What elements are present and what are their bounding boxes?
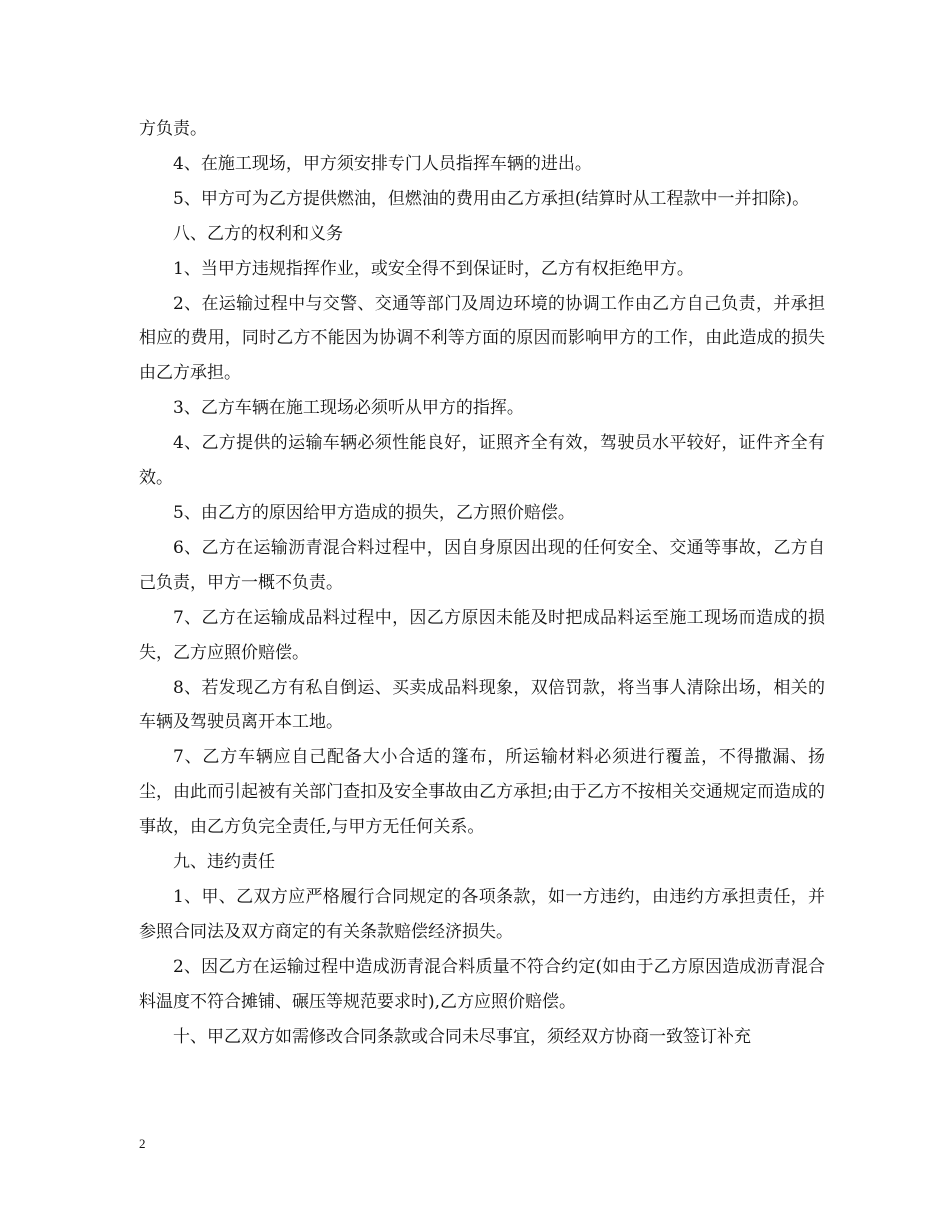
paragraph: 4、乙方提供的运输车辆必须性能良好，证照齐全有效，驾驶员水平较好，证件齐全有效。	[139, 433, 825, 489]
paragraph: 2、因乙方在运输过程中造成沥青混合料质量不符合约定(如由于乙方原因造成沥青混合料温度不符合摊铺、碾压等规范要求时),乙方应照价赔偿。	[139, 956, 825, 1012]
section-heading: 八、乙方的权利和义务	[173, 223, 343, 244]
paragraph: 7、乙方车辆应自己配备大小合适的篷布，所运输材料必须进行覆盖，不得撒漏、扬尘，由此而引起被有关部门查扣及安全事故由乙方承担;由于乙方不按相关交通规定而造成的事故，由乙方负完全责任,与甲方无任何关系。	[139, 747, 825, 838]
document-body	[139, 112, 825, 1054]
paragraph: 3、乙方车辆在施工现场必须听从甲方的指挥。	[173, 398, 524, 419]
page-number: 2	[139, 1136, 146, 1151]
paragraph: 5、由乙方的原因给甲方造成的损失，乙方照价赔偿。	[173, 502, 575, 523]
paragraph: 1、甲、乙双方应严格履行合同规定的各项条款，如一方违约，由违约方承担责任，并参照合同法及双方商定的有关条款赔偿经济损失。	[139, 886, 825, 942]
paragraph: 7、乙方在运输成品料过程中，因乙方原因未能及时把成品料运至施工现场而造成的损失，乙方应照价赔偿。	[139, 607, 825, 663]
paragraph: 5、甲方可为乙方提供燃油，但燃油的费用由乙方承担(结算时从工程款中一并扣除)。	[173, 188, 810, 209]
paragraph: 4、在施工现场，甲方须安排专门人员指挥车辆的进出。	[173, 153, 592, 174]
paragraph: 8、若发现乙方有私自倒运、买卖成品料现象，双倍罚款，将当事人清除出场，相关的车辆及驾驶员离开本工地。	[139, 677, 825, 733]
section-heading: 十、甲乙双方如需修改合同条款或合同未尽事宜，须经双方协商一致签订补充	[173, 1026, 751, 1047]
paragraph: 2、在运输过程中与交警、交通等部门及周边环境的协调工作由乙方自己负责，并承担相应的费用，同时乙方不能因为协调不利等方面的原因而影响甲方的工作，由此造成的损失由乙方承担。	[139, 293, 825, 384]
section-heading: 九、违约责任	[173, 852, 275, 873]
paragraph: 1、当甲方违规指挥作业，或安全得不到保证时，乙方有权拒绝甲方。	[173, 258, 694, 279]
paragraph: 6、乙方在运输沥青混合料过程中，因自身原因出现的任何安全、交通等事故，乙方自己负责，甲方一概不负责。	[139, 537, 825, 593]
paragraph: 方负责。	[139, 119, 207, 139]
